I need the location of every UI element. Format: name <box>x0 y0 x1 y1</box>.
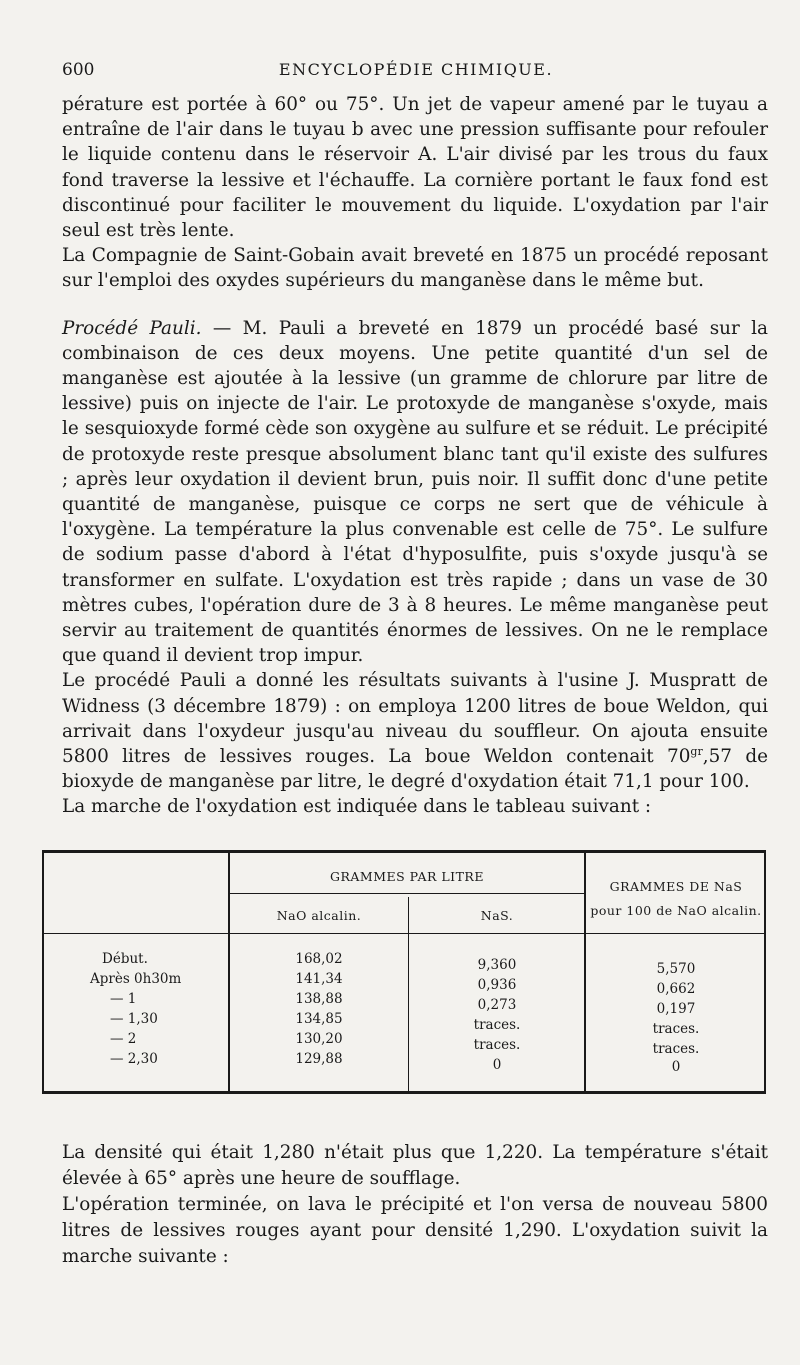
group-underline <box>230 893 584 894</box>
row-label: Après 0h30m <box>90 971 182 987</box>
results-text-b: ,57 de bioxyde de manganèse par litre, le degré d'oxydation était 71,1 pour 100. <box>62 746 768 793</box>
oxidation-table <box>42 850 766 1094</box>
paragraph-results <box>62 668 768 794</box>
table-border-left <box>42 853 44 1091</box>
cell-pct: traces. <box>652 1021 700 1037</box>
cell-nao: 134,85 <box>295 1011 343 1027</box>
pauli-title: Procédé Pauli. <box>62 317 202 339</box>
after-text <box>62 1140 768 1270</box>
paragraph-density: La densité qui était 1,280 n'était plus que 1,220. La température s'était élevée à 65° après une heure de soufflage. <box>62 1142 768 1189</box>
paragraph-pauli <box>62 316 768 669</box>
cell-nao: 130,20 <box>295 1031 343 1047</box>
paragraph-saint-gobain: La Compagnie de Saint-Gobain avait breveté en 1875 un procédé reposant sur l'emploi des oxydes supérieurs du manganèse dans le même but. <box>62 245 768 292</box>
col-nao-header: NaO alcalin. <box>276 908 362 923</box>
results-text-a: Le procédé Pauli a donné les résultats suivants à l'usine J. Muspratt de Widness (3 décembre 1879) : on employa 1200 litres de boue Weldon, qui arrivait dans l'oxydeur jusqu'au niveau du souffleur. On ajouta ensuite 5800 litres de lessives rouges. La boue Weldon contenait 70 <box>62 670 768 768</box>
cell-nas: traces. <box>473 1037 521 1053</box>
running-title: ENCYCLOPÉDIE CHIMIQUE. <box>278 60 554 79</box>
paragraph-second-operation: L'opération terminée, on lava le précipité et l'on versa de nouveau 5800 litres de lessives rouges ayant pour densité 1,290. L'oxydation suivit la marche suivante : <box>62 1194 768 1267</box>
cell-pct: traces. <box>652 1041 700 1057</box>
cell-pct: 0 <box>671 1059 681 1075</box>
page-number: 600 <box>62 60 95 80</box>
cell-nao: 141,34 <box>295 971 343 987</box>
cell-nas: 0,273 <box>477 997 517 1013</box>
header-rule <box>42 933 766 934</box>
row-label: — 1,30 <box>110 1011 158 1027</box>
cell-pct: 5,570 <box>656 961 696 977</box>
row-label: — 2,30 <box>110 1051 158 1067</box>
cell-pct: 0,197 <box>656 1001 696 1017</box>
table-divider-2 <box>408 897 409 1091</box>
cell-nas: 0,936 <box>477 977 517 993</box>
cell-nas: 0 <box>492 1057 502 1073</box>
cell-nao: 138,88 <box>295 991 343 1007</box>
results-sup: gr <box>690 744 703 758</box>
row-label: Début. <box>102 951 148 967</box>
col-pct-header-1: GRAMMES DE NaS <box>609 879 743 894</box>
group-header: GRAMMES PAR LITRE <box>330 869 484 884</box>
cell-nao: 168,02 <box>295 951 343 967</box>
paragraph-table-intro: La marche de l'oxydation est indiquée dans le tableau suivant : <box>62 796 652 818</box>
main-text <box>62 92 768 820</box>
paragraph-continuation: pérature est portée à 60° ou 75°. Un jet de vapeur amené par le tuyau a entraîne de l'air dans le tuyau b avec une pression suffisante pour refouler le liquide contenu dans le réservoir A. L'air divisé par les trous du faux fond traverse la lessive et l'échauffe. La cornière portant le faux fond est discontinué pour faciliter le mouvement du liquide. L'oxydation par l'air seul est très lente. <box>62 94 768 242</box>
running-header <box>62 60 770 86</box>
cell-nao: 129,88 <box>295 1051 343 1067</box>
pauli-text: — M. Pauli a breveté en 1879 un procédé basé sur la combinaison de ces deux moyens. Une petite quantité d'un sel de manganèse est ajoutée à la lessive (un gramme de chlorure par litre de lessive) puis on injecte de l'air. Le protoxyde de manganèse s'oxyde, mais le sesquioxyde formé cède son oxygène au sulfure et se réduit. Le précipité de protoxyde reste presque absolument blanc tant qu'il existe des sulfures ; après leur oxydation il devient brun, puis noir. Il suffit donc d'une petite quantité de manganèse, puisque ce corps ne sert que de véhicule à l'oxygène. La température la plus convenable est celle de 75°. Le sulfure de sodium passe d'abord à l'état d'hyposulfite, puis s'oxyde jusqu'à se transformer en sulfate. L'oxydation est très rapide ; dans un vase de 30 mètres cubes, l'opération dure de 3 à 8 heures. Le même manganèse peut servir au traitement de quantités énormes de lessives. On ne le remplace que quand il devient trop impur. <box>62 317 769 667</box>
col-pct-header-2: pour 100 de NaO alcalin. <box>590 903 762 918</box>
row-label: — 1 <box>110 991 137 1007</box>
col-nas-header: NaS. <box>480 908 514 923</box>
cell-pct: 0,662 <box>656 981 696 997</box>
row-label: — 2 <box>110 1031 137 1047</box>
cell-nas: 9,360 <box>477 957 517 973</box>
cell-nas: traces. <box>473 1017 521 1033</box>
